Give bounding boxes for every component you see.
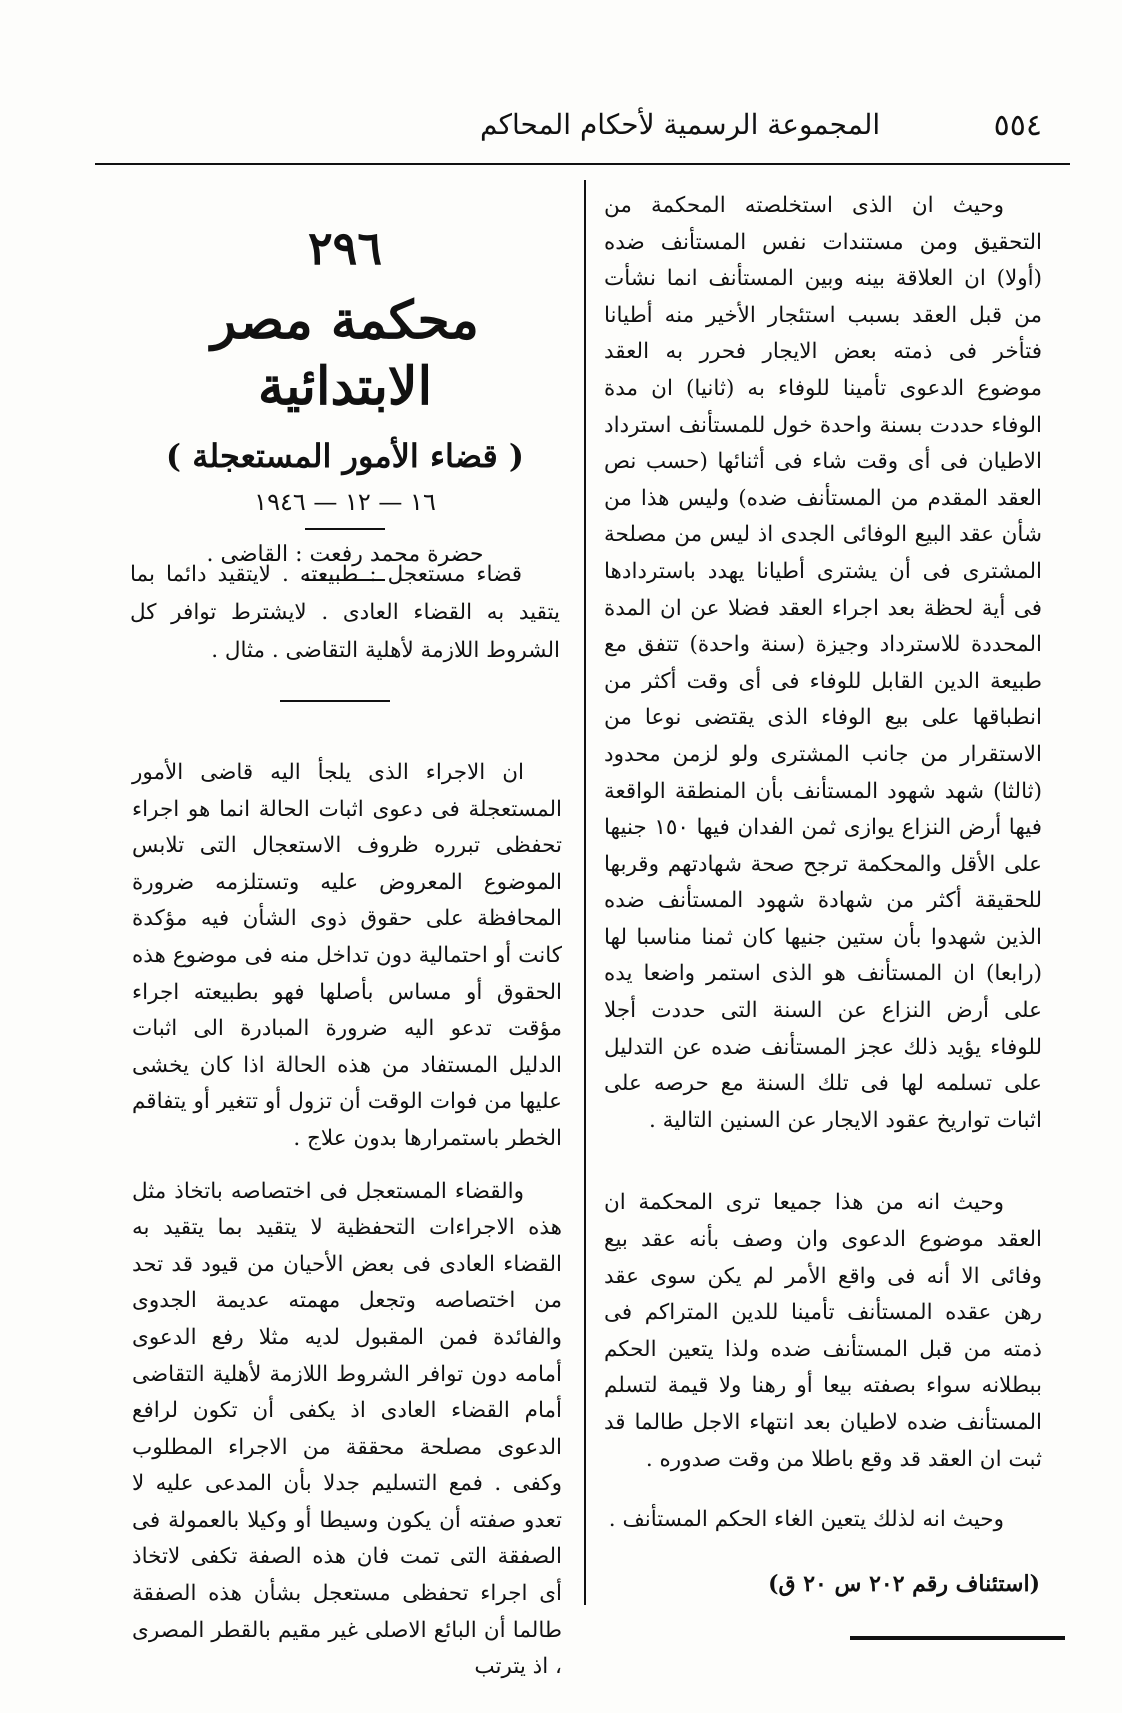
column-divider [584, 180, 586, 1605]
paragraph-gap [604, 1478, 1042, 1502]
left-column [132, 755, 562, 1686]
left-paragraph-1: ان الاجراء الذى يلجأ اليه قاضى الأمور المستعجلة فى دعوى اثبات الحالة انما هو اجراء تحفظى تبرره ظروف الاستعجال التى تلابس الموضوع المعروض عليه وتستلزمه ضرورة المحافظة على حقوق ذوى الشأن فيه مؤكدة كانت أو احتمالية دون تداخل منه فى موضوع هذه الحقوق أو مساس بأصلها فهو بطبيعته اجراء مؤقت تدعو اليه ضرورة المبادرة الى اثبات الدليل المستفاد من هذه الحالة اذا كان يخشى عليها من فوات الوقت أن تزول أو تتغير أو يتفاقم الخطر باستمرارها بدون علاج . [132, 760, 562, 1151]
page-header [90, 100, 1072, 160]
bottom-rule [850, 1636, 1065, 1640]
court-division: ( قضاء الأمور المستعجلة ) [165, 437, 525, 475]
page-number: ٥٥٤ [993, 108, 1042, 143]
case-number: ٢٩٦ [307, 221, 383, 275]
left-paragraph-2: والقضاء المستعجل فى اختصاصه باتخاذ مثل هذه الاجراءات التحفظية لا يتقيد بما يتقيد به القضاء العادى فى بعض الأحيان من قيود قد تحد من اختصاصه وتجعل مهمته عديمة الجدوى والفائدة فمن المقبول لديه مثلا رفع الدعوى أمامه دون توافر الشروط اللازمة لأهلية التقاضى أمام القضاء العادى اذ يكفى أن تكون لرافع الدعوى مصلحة محققة من الاجراء المطلوب وكفى . فمع التسليم جدلا بأن المدعى عليه لا تعدو صفته أن يكون وسيطا أو وكيلا بالعمولة فى الصفقة التى تمت فان هذه الصفة تكفى لاتخاذ أى اجراء تحفظى مستعجل بشأن هذه الصفقة طالما أن البائع الاصلى غير مقيم بالقطر المصرى ، اذ يترتب [132, 1178, 562, 1680]
summary-text: قضاء مستعجل : طبيعته . لايتقيد دائما بما يتقيد به القضاء العادى . لايشترط توافر كل الشروط اللازمة لأهلية التقاضى . مثال . [130, 562, 560, 663]
court-name: محكمة مصر الابتدائية [211, 290, 479, 417]
right-paragraph-1: وحيث ان الذى استخلصته المحكمة من التحقيق ومن مستندات نفس المستأنف ضده (أولا) ان العلاقة بينه وبين المستأنف انما نشأت من قبل العقد بسبب استئجار الأخير منه أطيانا فتأخر فى ذمته بعض الايجار فحرر به العقد موضوع الدعوى تأمينا للوفاء به (ثانيا) ان مدة الوفاء حددت بسنة واحدة خول للمستأنف استرداد الاطيان فى أى وقت شاء فى أثنائها (حسب نص العقد المقدم من المستأنف ضده) وليس هذا من شأن عقد البيع الوفائى الجدى اذ ليس من مصلحة المشترى فى أن يشترى أطيانا يهدد باستردادها فى أية لحظة بعد اجراء العقد فضلا عن ان المدة المحددة للاسترداد وجيزة (سنة واحدة) تتفق مع طبيعة الدين القابل للوفاء فى أى وقت أكثر من انطباقها على بيع الوفاء الذى يقتضى نوعا من الاستقرار من جانب المشترى ولو لزمن محدود (ثالثا) شهد شهود المستأنف بأن المنطقة الواقعة فيها أرض النزاع يوازى ثمن الفدان فيها ١٥٠ جنيها على الأقل والمحكمة ترجح صحة شهادتهم وقربها للحقيقة أكثر من شهادة شهود المستأنف ضده الذين شهدوا بأن ستين جنيها كان ثمنا مناسبا لها (رابعا) ان المستأنف هو الذى استمر واضعا يده على أرض النزاع عن السنة التى حددت أجلا للوفاء يؤيد ذلك عجز المستأنف ضده عن التدليل على تسلمه لها فى تلك السنة مع حرصه على اثبات تواريخ عقود الايجار عن السنين التالية . [604, 193, 1042, 1133]
right-column [604, 188, 1042, 1539]
paragraph-gap [604, 1139, 1042, 1185]
case-date: ١٦ — ١٢ — ١٩٤٦ [254, 488, 436, 516]
case-heading [130, 220, 560, 593]
judge-name: حضرة محمد رفعت : القاضى . [206, 542, 484, 567]
summary-rule [280, 700, 390, 702]
heading-rule [305, 528, 385, 530]
case-summary [130, 556, 560, 670]
right-paragraph-2: وحيث انه من هذا جميعا ترى المحكمة ان العقد موضوع الدعوى وان وصف بأنه عقد بيع وفائى الا أنه فى واقع الأمر لم يكن سوى عقد رهن عقده المستأنف تأمينا للدين المتراكم فى ذمته من قبل المستأنف ضده ولذا يتعين الحكم ببطلانه سواء بصفته بيعا أو رهنا ولا قيمة لتسلم المستأنف ضده لاطيان بعد انتهاء الاجل طالما قد ثبت ان العقد قد وقع باطلا من وقت صدوره . [604, 1190, 1042, 1472]
case-citation: (استئناف رقم ٢٠٢ س ٢٠ ق) [768, 1571, 1040, 1597]
right-paragraph-3: وحيث انه لذلك يتعين الغاء الحكم المستأنف . [608, 1507, 1004, 1533]
header-rule [95, 163, 1070, 165]
running-title: المجموعة الرسمية لأحكام المحاكم [480, 108, 881, 141]
